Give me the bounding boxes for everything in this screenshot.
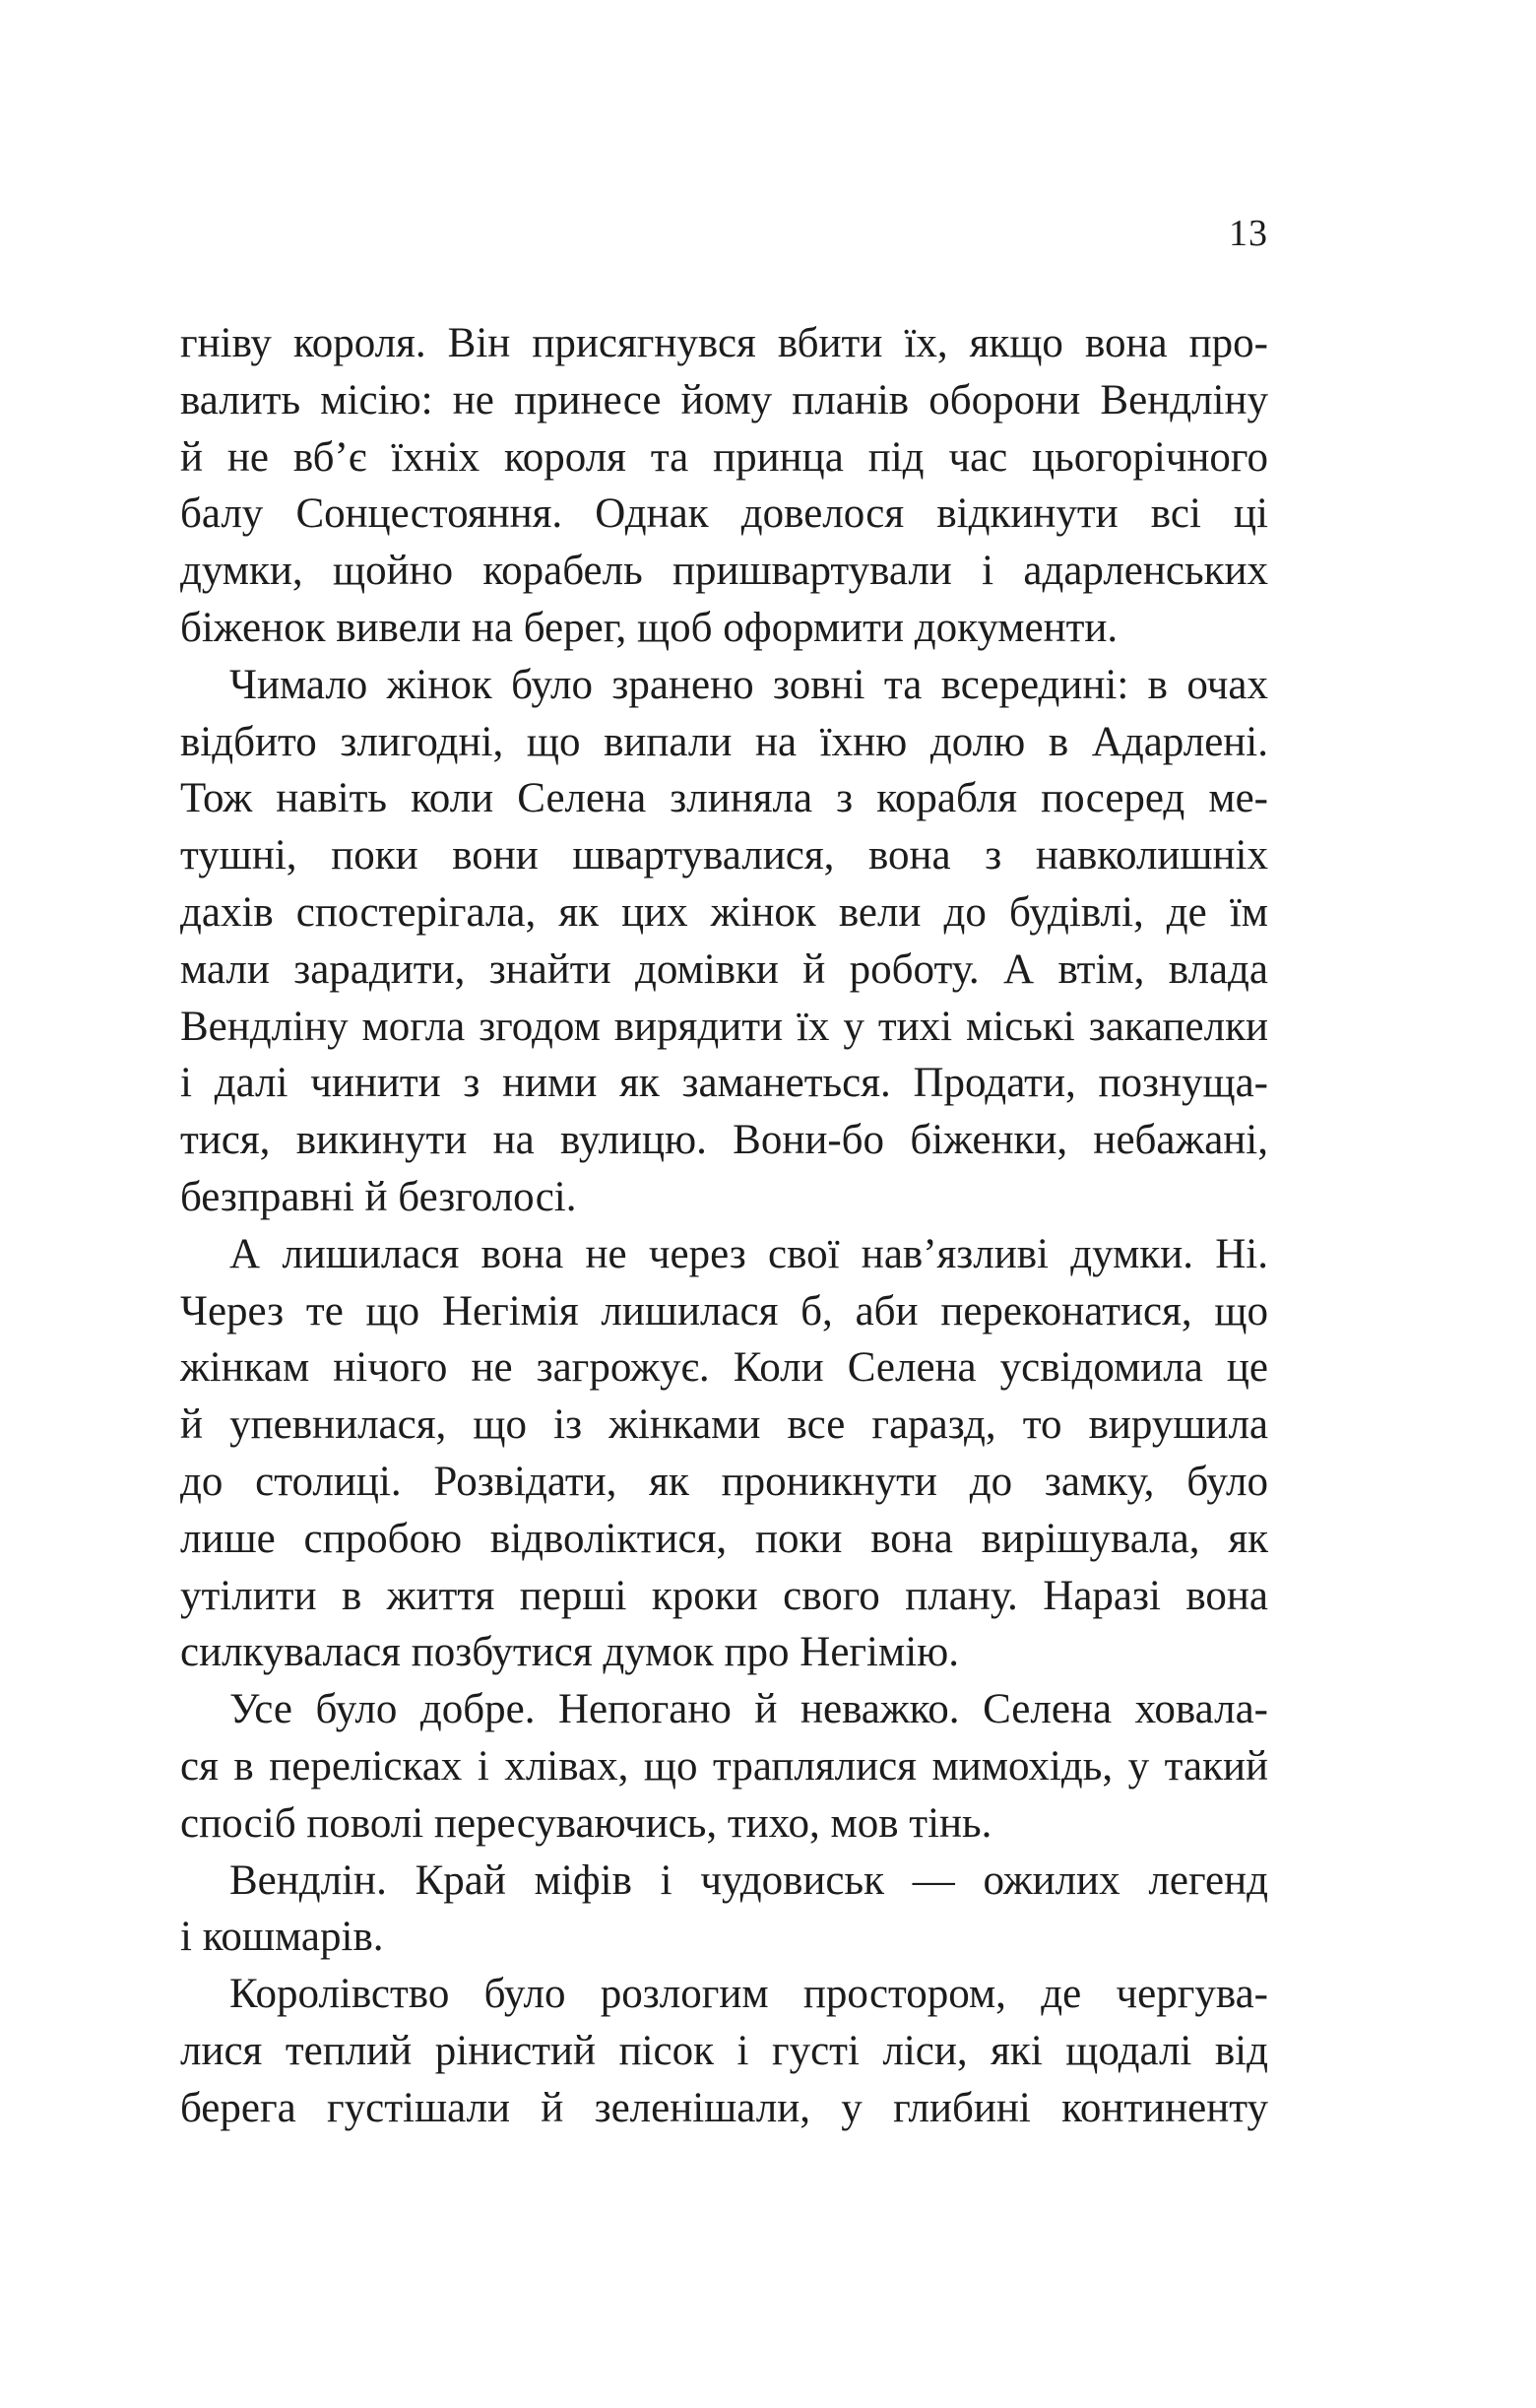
text-line: балу Сонцестояння. Однак довелося відкинути всі ці: [180, 490, 1268, 538]
text-line: тушні, поки вони швартувалися, вона з навколишніх: [180, 832, 1268, 879]
text-line: спосіб поволі пересуваючись, тихо, мов тінь.: [180, 1799, 992, 1847]
text-line: жінкам нічого не загрожує. Коли Селена усвідомила це: [180, 1344, 1268, 1392]
paragraph: [180, 1853, 1268, 1967]
text-line: Тож навіть коли Селена злиняла з корабля посеред ме-: [180, 775, 1268, 822]
paragraph: [180, 1681, 1268, 1852]
paragraph: [180, 657, 1268, 1226]
paragraph: [180, 1226, 1268, 1681]
text-line: Усе було добре. Непогано й неважко. Селена ховала-: [229, 1686, 1268, 1733]
text-line: біженок вивели на берег, щоб оформити документи.: [180, 604, 1119, 651]
text-line: до столиці. Розвідати, як проникнути до замку, було: [180, 1458, 1268, 1505]
text-line: тися, викинути на вулицю. Вони-бо біженки, небажані,: [180, 1117, 1268, 1164]
text-line: валить місію: не принесе йому планів оборони Вендліну: [180, 376, 1268, 423]
text-line: Вендліну могла згодом вирядити їх у тихі міські закапелки: [180, 1003, 1268, 1050]
text-line: відбито злигодні, що випали на їхню долю в Адарлені.: [180, 718, 1268, 765]
text-line: думки, щойно корабель пришвартували і адарленських: [180, 548, 1268, 595]
text-line: дахів спостерігала, як цих жінок вели до будівлі, де їм: [180, 888, 1268, 936]
text-line: Через те що Негімія лишилася б, аби переконатися, що: [180, 1287, 1268, 1334]
paragraph: [180, 1966, 1268, 2136]
text-line: і далі чинити з ними як заманеться. Продати, познуща-: [180, 1060, 1268, 1107]
text-line: гніву короля. Він присягнувся вбити їх, якщо вона про-: [180, 320, 1268, 366]
text-line: і кошмарів.: [180, 1914, 384, 1961]
text-line: лише спробою відволіктися, поки вона вирішувала, як: [180, 1515, 1268, 1562]
text-line: утілити в життя перші кроки свого плану. Наразі вона: [180, 1572, 1268, 1619]
page-number: 13: [1229, 213, 1268, 254]
text-line: мали зарадити, знайти домівки й роботу. А втім, влада: [180, 945, 1268, 993]
text-line: берега густішали й зеленішали, у глибині континенту: [180, 2084, 1268, 2131]
text-line: й не вб’є їхніх короля та принца під час цьогорічного: [180, 433, 1268, 481]
text-line: лися теплий рінистий пісок і густі ліси, які щодалі від: [180, 2027, 1268, 2074]
text-line: й упевнилася, що із жінками все гаразд, то вирушила: [180, 1401, 1268, 1449]
page-text: [180, 315, 1268, 2137]
text-line: ся в перелісках і хлівах, що траплялися мимохідь, у такий: [180, 1742, 1268, 1790]
text-line: Королівство було розлогим простором, де чергува-: [229, 1971, 1268, 2018]
text-line: безправні й безголосі.: [180, 1173, 577, 1220]
text-line: А лишилася вона не через свої нав’язливі думки. Ні.: [229, 1230, 1268, 1277]
paragraph: [180, 315, 1268, 657]
text-line: Чимало жінок було зранено зовні та всередині: в очах: [229, 661, 1268, 708]
text-line: силкувалася позбутися думок про Негімію.: [180, 1629, 960, 1676]
text-line: Вендлін. Край міфів і чудовиськ — ожилих легенд: [229, 1856, 1268, 1904]
